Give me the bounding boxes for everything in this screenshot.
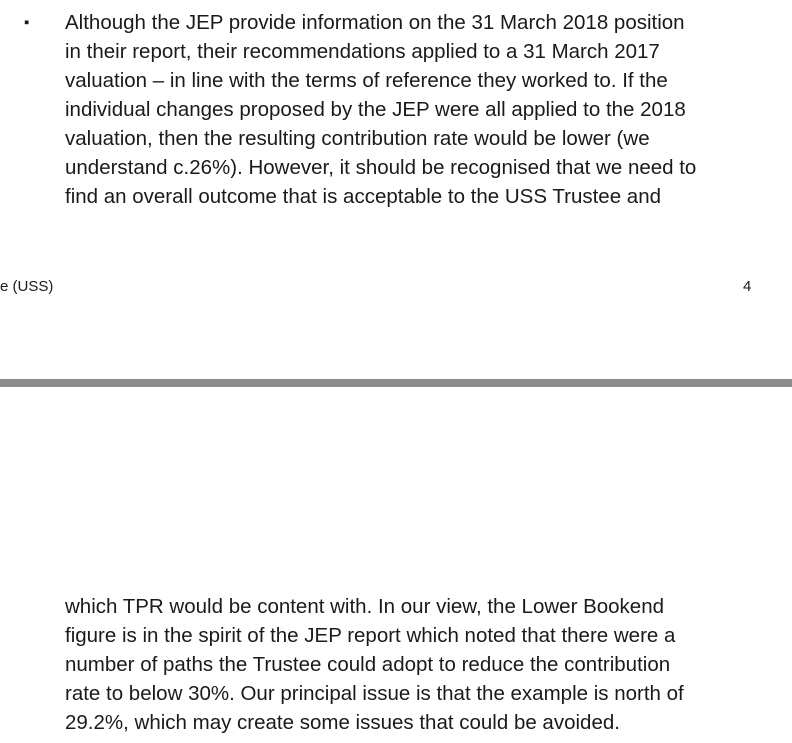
text-line: individual changes proposed by the JEP were all applied to the 2018 (65, 98, 686, 121)
paragraph-bottom (65, 592, 785, 737)
text-line: number of paths the Trustee could adopt to reduce the contribution (65, 653, 671, 676)
text-line: 29.2%, which may create some issues that could be avoided. (65, 711, 620, 734)
text-line: in their report, their recommendations applied to a 31 March 2017 (65, 40, 660, 63)
bullet-marker: ▪ (24, 14, 30, 31)
text-line: figure is in the spirit of the JEP report which noted that there were a (65, 624, 676, 647)
text-line: valuation, then the resulting contribution rate would be lower (we (65, 127, 650, 150)
text-line: valuation – in line with the terms of reference they worked to. If the (65, 69, 668, 92)
footer-text: e (USS) (0, 278, 54, 295)
page-separator (0, 379, 792, 387)
page-number: 4 (743, 278, 752, 295)
text-line: Although the JEP provide information on the 31 March 2018 position (65, 11, 685, 34)
text-line: understand c.26%). However, it should be recognised that we need to (65, 156, 697, 179)
text-line: which TPR would be content with. In our view, the Lower Bookend (65, 595, 665, 618)
text-line: rate to below 30%. Our principal issue is that the example is north of (65, 682, 684, 705)
paragraph-top (65, 8, 785, 211)
text-line: find an overall outcome that is acceptable to the USS Trustee and (65, 185, 661, 208)
